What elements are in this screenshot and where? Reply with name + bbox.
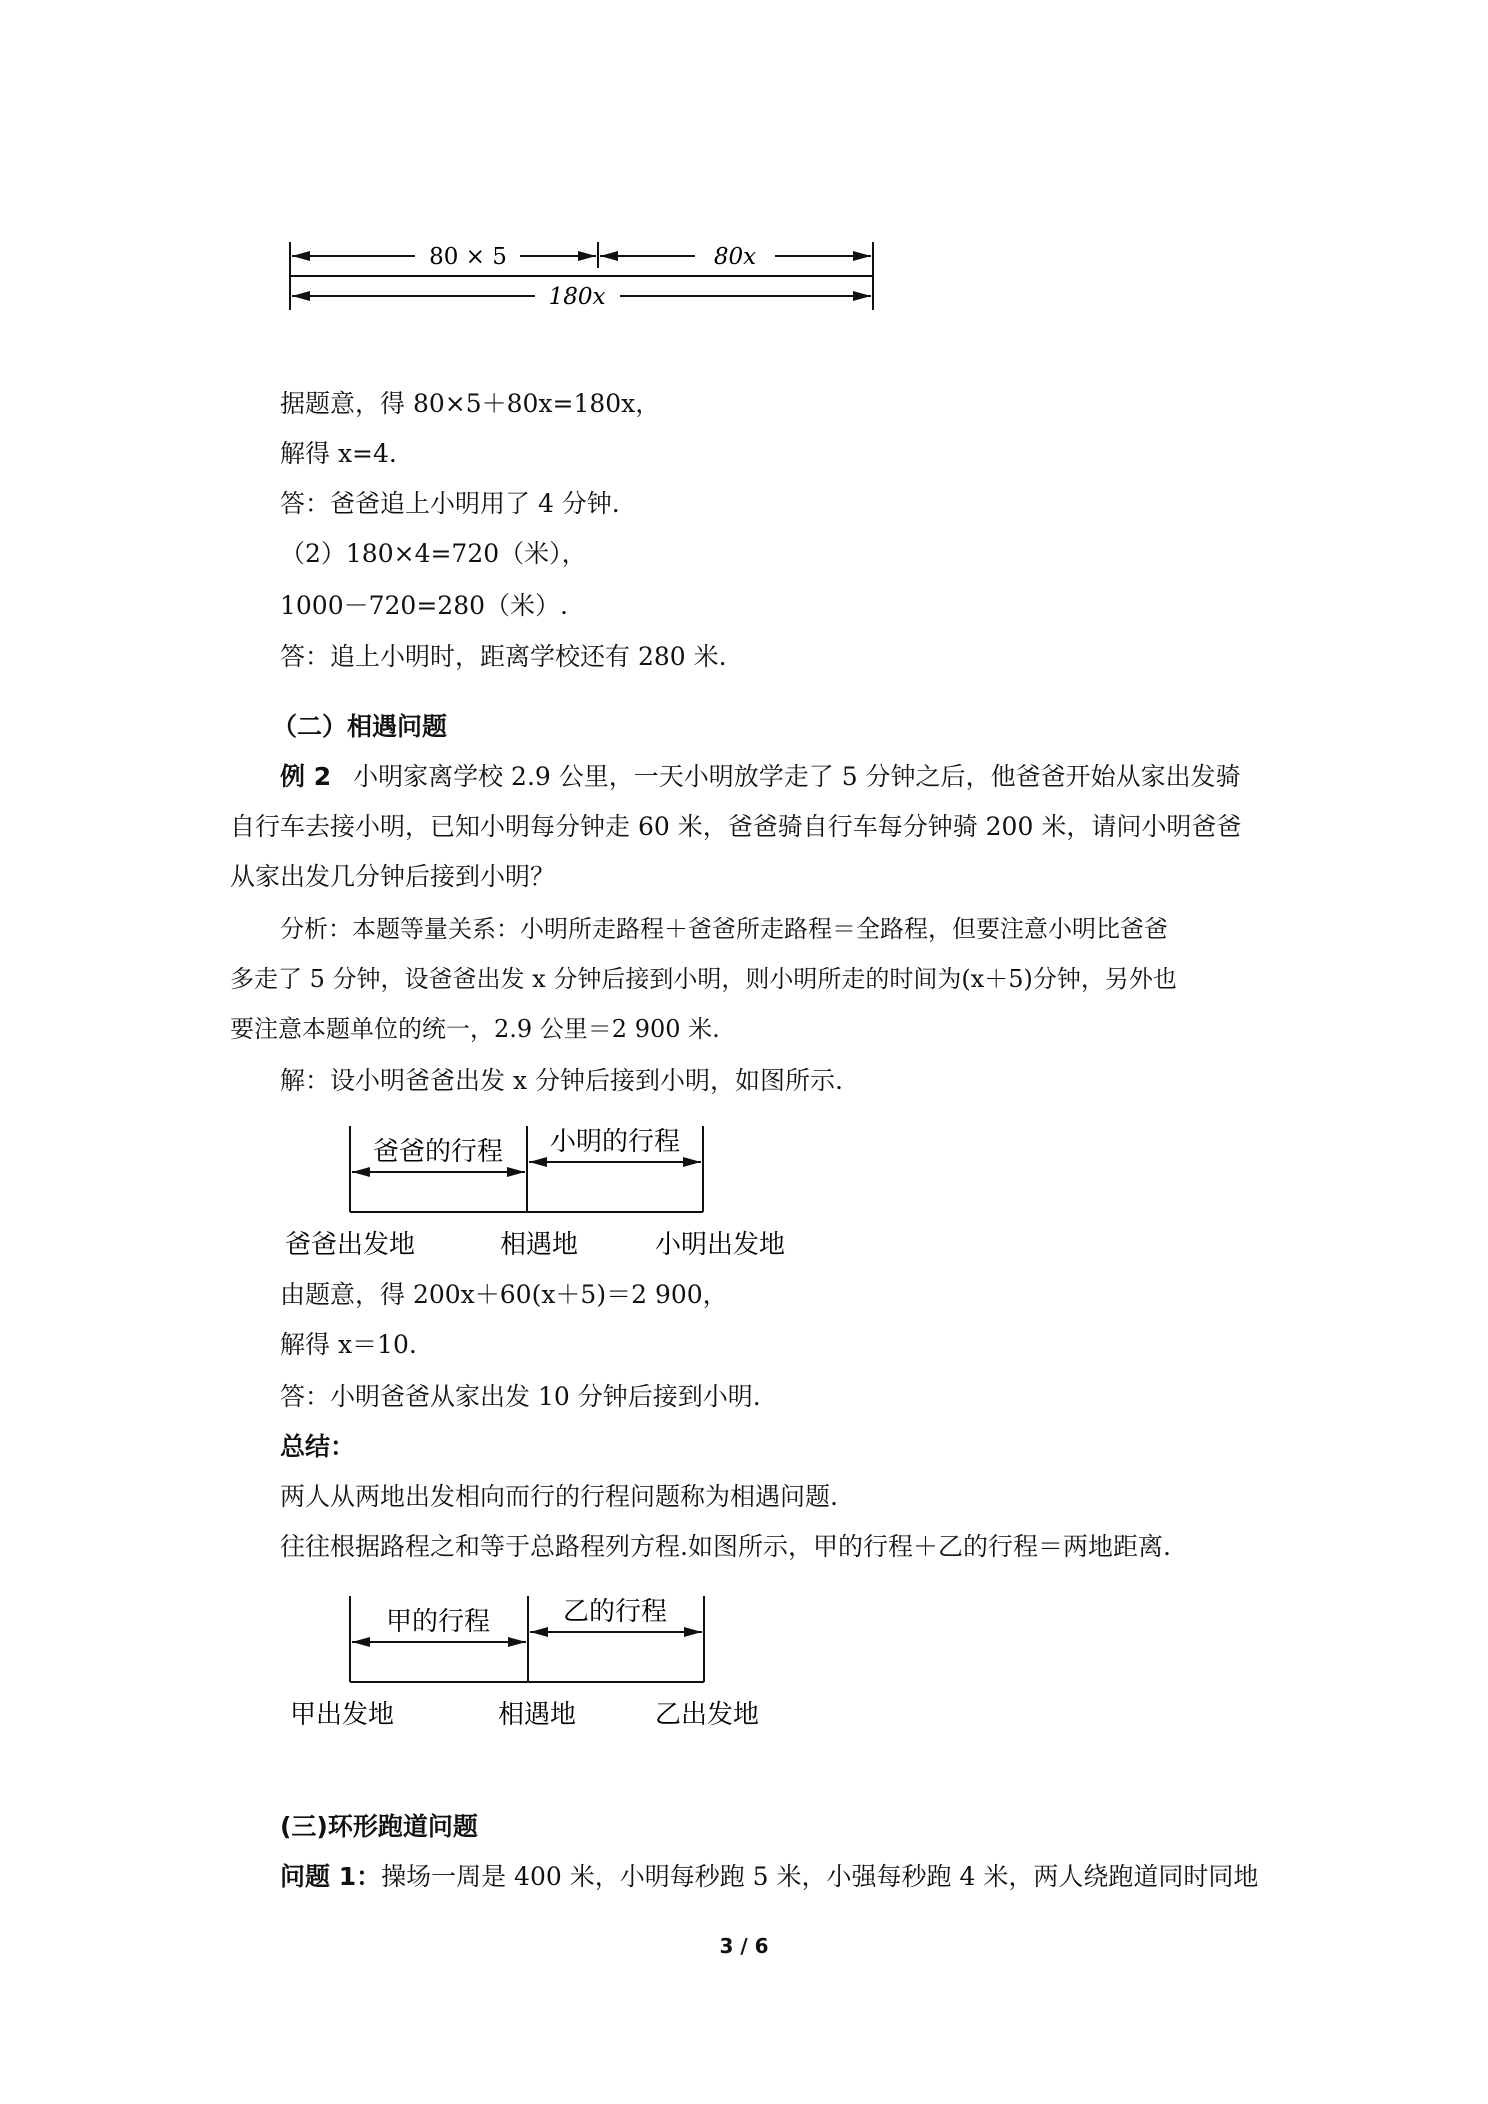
text-line: 1000－720=280（米）. [280, 591, 568, 620]
segment-label-80x5: 80 × 5 [429, 244, 507, 270]
problem-text: 操场一周是 400 米，小明每秒跑 5 米，小强每秒跑 4 米，两人绕跑道同时同地 [381, 1862, 1259, 1891]
text-line: 解得 x＝10. [280, 1330, 417, 1359]
text-line: 多走了 5 分钟，设爸爸出发 x 分钟后接到小明，则小明所走的时间为(x＋5)分钟，另外也 [230, 965, 1177, 993]
text-line [280, 760, 1241, 794]
page-number: 3 / 6 [719, 1934, 769, 1958]
section-title-meeting: （二）相遇问题 [272, 712, 448, 741]
jia-route-label: 甲的行程 [385, 1607, 491, 1637]
meeting-diagram-dad [280, 1120, 800, 1270]
example-text: 小明家离学校 2.9 公里，一天小明放学走了 5 分钟之后，他爸爸开始从家出发骑 [353, 762, 1241, 791]
total-label-180x: 180x [548, 284, 606, 310]
text-line: 据题意，得 80×5＋80x=180x， [280, 389, 661, 418]
text-line: 自行车去接小明，已知小明每分钟走 60 米，爸爸骑自行车每分钟骑 200 米，请问小明爸爸 [230, 812, 1242, 841]
text-line: 答：小明爸爸从家出发 10 分钟后接到小明. [280, 1382, 761, 1411]
meeting-point-label: 相遇地 [498, 1700, 577, 1730]
text-line: 答：爸爸追上小明用了 4 分钟. [280, 489, 620, 518]
problem-1 [280, 1860, 1258, 1894]
jia-start-label: 甲出发地 [290, 1700, 395, 1730]
section-title-circular-track: (三)环形跑道问题 [280, 1812, 478, 1841]
problem-label: 问题 1： [280, 1862, 382, 1891]
solution-2-intro: 解：设小明爸爸出发 x 分钟后接到小明，如图所示. [280, 1066, 843, 1095]
text-line: 分析：本题等量关系：小明所走路程＋爸爸所走路程＝全路程，但要注意小明比爸爸 [280, 915, 1168, 943]
text-line: 由题意，得 200x＋60(x＋5)＝2 900， [280, 1280, 728, 1309]
meeting-diagram-general [280, 1590, 800, 1740]
distance-diagram-1 [280, 234, 890, 320]
text-line: （2）180×4=720（米）， [280, 539, 587, 568]
yi-route-label: 乙的行程 [562, 1597, 668, 1627]
text-line: 要注意本题单位的统一，2.9 公里＝2 900 米. [230, 1015, 720, 1043]
text-line: 两人从两地出发相向而行的行程问题称为相遇问题. [280, 1482, 838, 1511]
text-line: 解得 x=4. [280, 439, 397, 468]
summary-title: 总结： [280, 1432, 356, 1461]
yi-start-label: 乙出发地 [655, 1700, 760, 1730]
xiaoming-start-label: 小明出发地 [655, 1230, 786, 1260]
dad-start-label: 爸爸出发地 [285, 1230, 416, 1260]
text-line: 往往根据路程之和等于总路程列方程.如图所示，甲的行程＋乙的行程＝两地距离. [280, 1532, 1171, 1561]
text-line: 从家出发几分钟后接到小明？ [230, 862, 556, 891]
text-line: 答：追上小明时，距离学校还有 280 米. [280, 642, 727, 671]
segment-label-80x: 80x [713, 244, 757, 270]
xiaoming-route-label: 小明的行程 [549, 1127, 681, 1157]
dad-route-label: 爸爸的行程 [372, 1137, 504, 1167]
example-label: 例 2 [280, 762, 332, 791]
meeting-point-label: 相遇地 [500, 1230, 579, 1260]
